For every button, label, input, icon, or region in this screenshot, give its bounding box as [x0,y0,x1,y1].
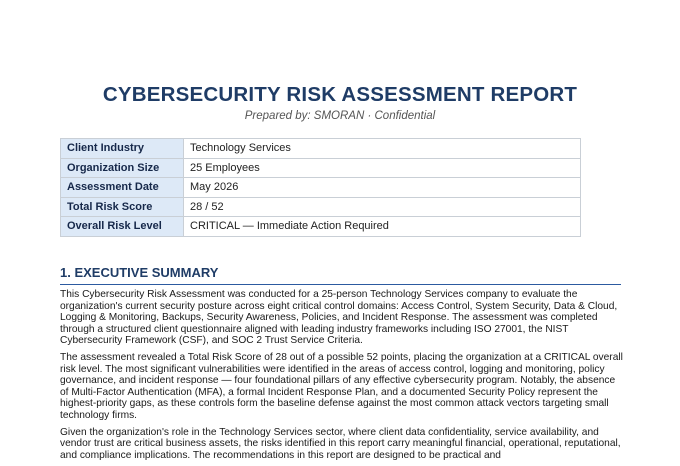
row-label: Client Industry [61,139,184,159]
row-value: 25 Employees [184,158,581,178]
row-label: Total Risk Score [61,197,184,217]
row-label: Organization Size [61,158,184,178]
row-label: Overall Risk Level [61,217,184,237]
paragraph: The assessment revealed a Total Risk Score of 28 out of a possible 52 points, placing the organization at a CRITICAL overall risk level. The most significant vulnerabilities were identified in the areas of access control, logging and monitoring, policy governance, and incident response — four foundational pillars of any effective cybersecurity program. Notably, the absence of Multi-Factor Authentication (MFA), a formal Incident Response Plan, and a documented Security Policy represent the highest-priority gaps, as these controls form the baseline defense against the most common attack vectors targeting small technology firms. [60,351,623,421]
row-value: May 2026 [184,178,581,198]
table-row [61,178,581,198]
table-row [61,158,581,178]
section-heading-executive-summary: 1. EXECUTIVE SUMMARY [60,265,621,285]
report-title: CYBERSECURITY RISK ASSESSMENT REPORT [102,83,578,106]
table-row [61,197,581,217]
report-subtitle: Prepared by: SMORAN · Confidential [244,110,436,122]
row-value: 28 / 52 [184,197,581,217]
executive-summary-body [60,289,626,466]
paragraph: Given the organization's role in the Technology Services sector, where client data confidentiality, service availability, and vendor trust are critical business assets, the risks identified in this report carry meaningful financial, operational, reputational, and compliance implications. The recommendations in this report are designed to be practical and [60,426,621,461]
table-row [61,139,581,159]
row-label: Assessment Date [61,178,184,198]
row-value: Technology Services [184,139,581,159]
table-row [61,217,581,237]
paragraph: This Cybersecurity Risk Assessment was conducted for a 25-person Technology Services company to evaluate the organization's current security posture across eight critical control domains: Access Control, System Security, Data & Cloud, Logging & Monitoring, Backups, Security Awareness, Policies, and Incident Response. The assessment was completed through a structured client questionnaire aligned with leading industry frameworks including ISO 27001, the NIST Cybersecurity Framework (CSF), and SOC 2 Trust Service Criteria. [60,289,618,347]
summary-info-table [60,138,581,237]
row-value: CRITICAL — Immediate Action Required [184,217,581,237]
